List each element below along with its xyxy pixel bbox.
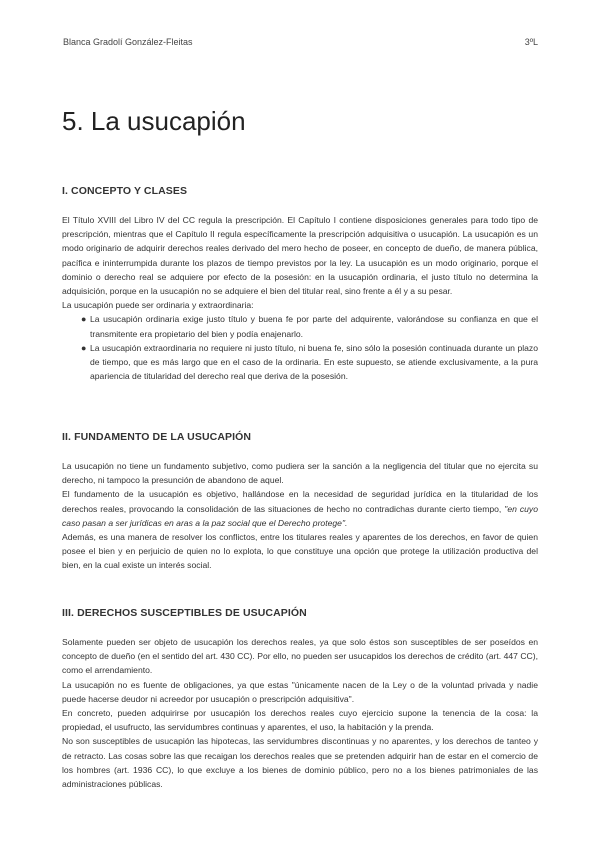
paragraph: No son susceptibles de usucapión las hipotecas, las servidumbres discontinuas y no aparentes, y los derechos de tanteo y de retracto. Las cosas sobre las que recaigan los derechos reales que se pretenden adquirir han de estar en el comercio de los hombres (art. 1936 CC), lo que excluye a los bienes de dominio público, pero no a los bienes patrimoniales de las administraciones públicas. [62,736,538,790]
paragraph: Además, es una manera de resolver los conflictos, entre los titulares reales y aparentes de los derechos, en favor de quien posee el bien y en perjuicio de quien no lo explota, lo que constituye una opción que protege la utilización productiva del bien, en la cual existe un interés social. [62,532,538,571]
paragraph: El fundamento de la usucapión es objetivo, hallándose en la necesidad de seguridad jurídica en la titularidad de los derechos reales, provocando la consolidación de las situaciones de hecho no contradichas durante cierto tiempo, "en cuyo caso pasan a ser jurídicas en aras a la paz social que el Derecho protege". [62,489,539,528]
course-label: 3ºL [524,37,538,47]
bullet-list [62,312,538,383]
list-item: ● La usucapión ordinaria exige justo título y buena fe por parte del adquirente, valorándose su confianza en que el transmitente era propietario del bien y podía enajenarlo. [81,314,538,339]
section-concepto [62,185,538,383]
paragraph: La usucapión no tiene un fundamento subjetivo, como pudiera ser la sanción a la negligencia del titular que no ejercita su derecho, ni tampoco la presunción de abandono de aquel. [62,461,538,486]
paragraph: La usucapión no es fuente de obligaciones, ya que estas "únicamente nacen de la Ley o de la voluntad privada y nadie puede hacerse deudor ni acreedor por usucapión o prescripción adquisitiva". [62,679,538,704]
bullet-icon: ● [81,342,87,353]
section-heading: II. FUNDAMENTO DE LA USUCAPIÓN [62,431,252,443]
paragraph: En concreto, pueden adquirirse por usucapión los derechos reales cuyo ejercicio supone la tenencia de la cosa: la propiedad, el usufructo, las servidumbres continuas y aparentes, el uso, la habitación y la prenda. [62,708,538,733]
author-name: Blanca Gradolí González-Fleitas [63,37,193,47]
paragraph: El Título XVIII del Libro IV del CC regula la prescripción. El Capítulo I contiene disposiciones generales para todo tipo de prescripción, mientras que el Capítulo II regula específicamente la prescripción adquisitiva o usucapión. La usucapión es un modo originario de adquirir derechos reales derivado del mero hecho de poseer, en concepto de dueño, de manera pública, pacífica e ininterrumpida durante los plazos de tiempo previstos por la ley. La usucapión es un modo originario, porque el dominio o derecho real se adquiere por efecto de la posesión: en la usucapión ordinaria, el justo título no determina la adquisición, porque en la usucapión no se adquiere el bien del titular real, sino frente a él y a su pesar. [62,215,538,297]
section-body [62,213,538,383]
section-body [62,459,538,573]
page-header [63,37,538,47]
paragraph: La usucapión puede ser ordinaria y extraordinaria: [62,300,254,311]
quote: "en cuyo caso pasan a ser jurídicas en aras a la paz social que el Derecho protege". [62,503,539,528]
section-heading: I. CONCEPTO Y CLASES [62,185,188,197]
section-heading: III. DERECHOS SUSCEPTIBLES DE USUCAPIÓN [62,607,307,619]
page-title: 5. La usucapión [62,106,246,136]
paragraph: Solamente pueden ser objeto de usucapión los derechos reales, ya que solo éstos son susceptibles de ser poseídos en concepto de dueño (en el sentido del art. 430 CC). Por ello, no pueden ser usucapidos los derechos de crédito (art. 447 CC), como el arrendamiento. [62,637,538,676]
list-item: ● La usucapión extraordinaria no requiere ni justo título, ni buena fe, sino sólo la posesión continuada durante un plazo de tiempo, que es más largo que en el caso de la ordinaria. En este supuesto, se atiende exclusivamente, a la pura apariencia de titularidad del derecho real que deriva de la posesión. [81,342,538,382]
section-derechos [62,607,538,791]
bullet-icon: ● [81,314,87,325]
section-body [62,635,538,791]
section-fundamento [62,431,538,573]
